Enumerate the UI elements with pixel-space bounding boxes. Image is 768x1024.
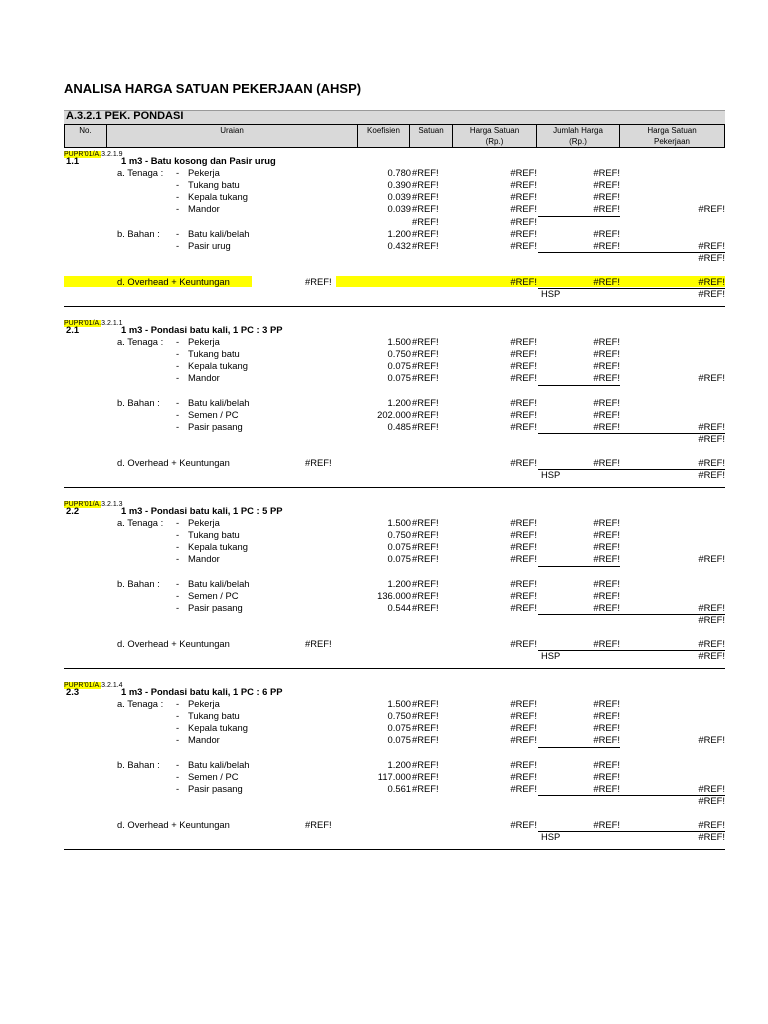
koefisien-value: 0.390 bbox=[387, 179, 411, 191]
jumlah-harga-value: #REF! bbox=[593, 758, 620, 770]
harga-satuan-value: #REF! bbox=[510, 529, 537, 541]
dash: - bbox=[176, 553, 180, 565]
overhead-harga: #REF! bbox=[510, 819, 537, 831]
bahan-label: b. Bahan : bbox=[117, 396, 160, 408]
dash: - bbox=[176, 203, 180, 215]
overhead-harga: #REF! bbox=[510, 276, 537, 287]
satuan-value: #REF! bbox=[412, 601, 439, 613]
hsp-rule bbox=[538, 469, 725, 470]
item-code-rest: 3.2.1.9 bbox=[101, 151, 123, 158]
harga-satuan-value: #REF! bbox=[510, 348, 537, 360]
satuan-value: #REF! bbox=[412, 336, 439, 348]
hsp-rule bbox=[538, 650, 725, 651]
resource-name: Pekerja bbox=[188, 336, 220, 348]
resource-name: Pasir pasang bbox=[188, 601, 243, 613]
harga-satuan-value: #REF! bbox=[510, 336, 537, 348]
overhead-total: #REF! bbox=[698, 457, 725, 469]
koefisien-value: 0.075 bbox=[387, 360, 411, 372]
koefisien-value: 136.000 bbox=[377, 589, 411, 601]
item-separator bbox=[64, 849, 725, 850]
harga-satuan-value: #REF! bbox=[510, 577, 537, 589]
header-no: No. bbox=[64, 124, 107, 148]
satuan-value: #REF! bbox=[412, 239, 439, 251]
jumlah-harga-value: #REF! bbox=[593, 601, 620, 613]
jumlah-harga-value: #REF! bbox=[593, 167, 620, 179]
resource-name: Pasir pasang bbox=[188, 782, 243, 794]
harga-satuan-value: #REF! bbox=[510, 420, 537, 432]
item-code-rest: 3.2.1.4 bbox=[101, 682, 123, 689]
koefisien-value: 1.200 bbox=[387, 396, 411, 408]
tenaga-label: a. Tenaga : bbox=[117, 698, 164, 710]
item-number: 2.2 bbox=[66, 505, 80, 516]
harga-satuan-value: #REF! bbox=[510, 734, 537, 746]
satuan-value: #REF! bbox=[412, 589, 439, 601]
harga-satuan-value: #REF! bbox=[510, 179, 537, 191]
jumlah-harga-value: #REF! bbox=[593, 239, 620, 251]
hsp-value: #REF! bbox=[698, 650, 725, 662]
subtotal-rule bbox=[538, 795, 725, 796]
resource-name: Tukang batu bbox=[188, 179, 240, 191]
hsp-value: #REF! bbox=[698, 831, 725, 843]
jumlah-harga-value: #REF! bbox=[593, 553, 620, 565]
jumlah-harga-value: #REF! bbox=[593, 517, 620, 529]
harga-satuan-value: #REF! bbox=[510, 360, 537, 372]
resource-name: Pasir pasang bbox=[188, 420, 243, 432]
resource-name: Batu kali/belah bbox=[188, 758, 250, 770]
item-number: 1.1 bbox=[66, 155, 80, 166]
resource-name: Kepala tukang bbox=[188, 360, 248, 372]
satuan-value: #REF! bbox=[412, 227, 439, 239]
koefisien-value: 0.075 bbox=[387, 734, 411, 746]
jumlah-harga-value: #REF! bbox=[593, 336, 620, 348]
dash: - bbox=[176, 191, 180, 203]
jumlah-harga-value: #REF! bbox=[593, 420, 620, 432]
harga-satuan-value: #REF! bbox=[510, 167, 537, 179]
koefisien-value: 0.544 bbox=[387, 601, 411, 613]
subtotal-rule bbox=[538, 216, 620, 217]
total-value: #REF! bbox=[698, 432, 725, 444]
hsp-rule bbox=[538, 288, 725, 289]
overhead-harga: #REF! bbox=[510, 638, 537, 650]
header-satuan: Satuan bbox=[410, 124, 453, 148]
overhead-percent: #REF! bbox=[305, 276, 332, 287]
overhead-label: d. Overhead + Keuntungan bbox=[117, 457, 230, 469]
koefisien-value: 1.500 bbox=[387, 698, 411, 710]
hsp-value: #REF! bbox=[698, 469, 725, 481]
jumlah-harga-value: #REF! bbox=[593, 529, 620, 541]
overhead-percent: #REF! bbox=[305, 638, 332, 650]
dash: - bbox=[176, 782, 180, 794]
satuan-value: #REF! bbox=[412, 191, 439, 203]
harga-satuan-value: #REF! bbox=[510, 227, 537, 239]
koefisien-value: 0.075 bbox=[387, 541, 411, 553]
dash: - bbox=[176, 710, 180, 722]
subtotal-tenaga: #REF! bbox=[698, 553, 725, 565]
item-code-highlight: PUPR'01/A. bbox=[64, 501, 102, 508]
resource-name: Mandor bbox=[188, 553, 220, 565]
overhead-total: #REF! bbox=[698, 819, 725, 831]
total-value: #REF! bbox=[698, 251, 725, 263]
jumlah-harga-value: #REF! bbox=[593, 396, 620, 408]
satuan-value: #REF! bbox=[412, 215, 439, 227]
resource-name: Tukang batu bbox=[188, 710, 240, 722]
satuan-value: #REF! bbox=[412, 698, 439, 710]
satuan-value: #REF! bbox=[412, 372, 439, 384]
harga-satuan-value: #REF! bbox=[510, 698, 537, 710]
dash: - bbox=[176, 336, 180, 348]
overhead-jumlah: #REF! bbox=[593, 457, 620, 469]
satuan-value: #REF! bbox=[412, 782, 439, 794]
satuan-value: #REF! bbox=[412, 529, 439, 541]
harga-satuan-value: #REF! bbox=[510, 601, 537, 613]
total-value: #REF! bbox=[698, 794, 725, 806]
koefisien-value: 1.500 bbox=[387, 517, 411, 529]
overhead-label: d. Overhead + Keuntungan bbox=[117, 819, 230, 831]
harga-satuan-value: #REF! bbox=[510, 408, 537, 420]
item-description: 1 m3 - Pondasi batu kali, 1 PC : 6 PP bbox=[121, 686, 283, 697]
jumlah-harga-value: #REF! bbox=[593, 191, 620, 203]
dash: - bbox=[176, 734, 180, 746]
hsp-label: HSP bbox=[541, 831, 561, 843]
subtotal-rule bbox=[538, 433, 725, 434]
resource-name: Mandor bbox=[188, 203, 220, 215]
dash: - bbox=[176, 541, 180, 553]
subtotal-rule bbox=[538, 747, 620, 748]
overhead-jumlah: #REF! bbox=[593, 638, 620, 650]
harga-satuan-value: #REF! bbox=[510, 758, 537, 770]
tenaga-label: a. Tenaga : bbox=[117, 336, 164, 348]
subtotal-rule bbox=[538, 252, 725, 253]
dash: - bbox=[176, 227, 180, 239]
tenaga-label: a. Tenaga : bbox=[117, 167, 164, 179]
dash: - bbox=[176, 179, 180, 191]
dash: - bbox=[176, 517, 180, 529]
header-uraian: Uraian bbox=[107, 124, 358, 148]
item-description: 1 m3 - Pondasi batu kali, 1 PC : 3 PP bbox=[121, 324, 283, 335]
satuan-value: #REF! bbox=[412, 360, 439, 372]
page-title: ANALISA HARGA SATUAN PEKERJAAN (AHSP) bbox=[64, 81, 362, 96]
dash: - bbox=[176, 420, 180, 432]
resource-name: Kepala tukang bbox=[188, 191, 248, 203]
jumlah-harga-value: #REF! bbox=[593, 203, 620, 215]
jumlah-harga-value: #REF! bbox=[593, 348, 620, 360]
item-description: 1 m3 - Batu kosong dan Pasir urug bbox=[121, 155, 276, 166]
koefisien-value: 1.200 bbox=[387, 577, 411, 589]
resource-name: Pasir urug bbox=[188, 239, 231, 251]
satuan-value: #REF! bbox=[412, 203, 439, 215]
koefisien-value: 0.750 bbox=[387, 348, 411, 360]
item-code-rest: 3.2.1.3 bbox=[101, 501, 123, 508]
tenaga-label: a. Tenaga : bbox=[117, 517, 164, 529]
resource-name: Mandor bbox=[188, 734, 220, 746]
resource-name: Batu kali/belah bbox=[188, 227, 250, 239]
koefisien-value: 0.075 bbox=[387, 553, 411, 565]
jumlah-harga-value: #REF! bbox=[593, 372, 620, 384]
koefisien-value: 0.485 bbox=[387, 420, 411, 432]
satuan-value: #REF! bbox=[412, 541, 439, 553]
jumlah-harga-value: #REF! bbox=[593, 782, 620, 794]
resource-name: Batu kali/belah bbox=[188, 396, 250, 408]
item-number: 2.1 bbox=[66, 324, 80, 335]
overhead-label: d. Overhead + Keuntungan bbox=[117, 638, 230, 650]
harga-satuan-value: #REF! bbox=[510, 517, 537, 529]
koefisien-value: 1.200 bbox=[387, 227, 411, 239]
subtotal-tenaga: #REF! bbox=[698, 203, 725, 215]
satuan-value: #REF! bbox=[412, 770, 439, 782]
hsp-label: HSP bbox=[541, 650, 561, 662]
header-harga-pekerjaan: Harga Satuan Pekerjaan bbox=[620, 124, 725, 148]
koefisien-value: 0.432 bbox=[387, 239, 411, 251]
harga-satuan-value: #REF! bbox=[510, 710, 537, 722]
resource-name: Kepala tukang bbox=[188, 722, 248, 734]
jumlah-harga-value: #REF! bbox=[593, 770, 620, 782]
bahan-label: b. Bahan : bbox=[117, 577, 160, 589]
jumlah-harga-value: #REF! bbox=[593, 541, 620, 553]
overhead-total: #REF! bbox=[698, 638, 725, 650]
hsp-value: #REF! bbox=[698, 288, 725, 300]
overhead-label: d. Overhead + Keuntungan bbox=[117, 276, 230, 287]
harga-satuan-value: #REF! bbox=[510, 215, 537, 227]
satuan-value: #REF! bbox=[412, 734, 439, 746]
dash: - bbox=[176, 722, 180, 734]
resource-name: Pekerja bbox=[188, 517, 220, 529]
satuan-value: #REF! bbox=[412, 710, 439, 722]
satuan-value: #REF! bbox=[412, 758, 439, 770]
item-code-highlight: PUPR'01/A. bbox=[64, 151, 102, 158]
item-separator bbox=[64, 668, 725, 669]
jumlah-harga-value: #REF! bbox=[593, 577, 620, 589]
dash: - bbox=[176, 529, 180, 541]
header-jumlah-harga: Jumlah Harga (Rp.) bbox=[537, 124, 620, 148]
item-description: 1 m3 - Pondasi batu kali, 1 PC : 5 PP bbox=[121, 505, 283, 516]
overhead-jumlah: #REF! bbox=[593, 276, 620, 287]
subtotal-rule bbox=[538, 385, 620, 386]
bahan-label: b. Bahan : bbox=[117, 758, 160, 770]
subtotal-rule bbox=[538, 566, 620, 567]
jumlah-harga-value: #REF! bbox=[593, 360, 620, 372]
jumlah-harga-value: #REF! bbox=[593, 408, 620, 420]
harga-satuan-value: #REF! bbox=[510, 239, 537, 251]
jumlah-harga-value: #REF! bbox=[593, 698, 620, 710]
subtotal-bahan: #REF! bbox=[698, 782, 725, 794]
koefisien-value: 0.780 bbox=[387, 167, 411, 179]
overhead-total: #REF! bbox=[698, 276, 725, 287]
jumlah-harga-value: #REF! bbox=[593, 734, 620, 746]
bahan-label: b. Bahan : bbox=[117, 227, 160, 239]
koefisien-value: 0.750 bbox=[387, 710, 411, 722]
satuan-value: #REF! bbox=[412, 553, 439, 565]
section-title: A.3.2.1 PEK. PONDASI bbox=[66, 110, 184, 122]
resource-name: Tukang batu bbox=[188, 348, 240, 360]
satuan-value: #REF! bbox=[412, 408, 439, 420]
item-separator bbox=[64, 487, 725, 488]
koefisien-value: 202.000 bbox=[377, 408, 411, 420]
dash: - bbox=[176, 167, 180, 179]
koefisien-value: 0.561 bbox=[387, 782, 411, 794]
overhead-percent: #REF! bbox=[305, 819, 332, 831]
subtotal-rule bbox=[538, 614, 725, 615]
koefisien-value: 1.200 bbox=[387, 758, 411, 770]
dash: - bbox=[176, 601, 180, 613]
koefisien-value: 0.750 bbox=[387, 529, 411, 541]
satuan-value: #REF! bbox=[412, 420, 439, 432]
harga-satuan-value: #REF! bbox=[510, 541, 537, 553]
dash: - bbox=[176, 396, 180, 408]
dash: - bbox=[176, 239, 180, 251]
satuan-value: #REF! bbox=[412, 577, 439, 589]
resource-name: Semen / PC bbox=[188, 408, 239, 420]
harga-satuan-value: #REF! bbox=[510, 191, 537, 203]
header-harga-satuan: Harga Satuan (Rp.) bbox=[453, 124, 537, 148]
subtotal-tenaga: #REF! bbox=[698, 372, 725, 384]
item-separator bbox=[64, 306, 725, 307]
resource-name: Mandor bbox=[188, 372, 220, 384]
satuan-value: #REF! bbox=[412, 396, 439, 408]
jumlah-harga-value: #REF! bbox=[593, 722, 620, 734]
dash: - bbox=[176, 577, 180, 589]
overhead-harga: #REF! bbox=[510, 457, 537, 469]
total-value: #REF! bbox=[698, 613, 725, 625]
satuan-value: #REF! bbox=[412, 517, 439, 529]
item-code-highlight: PUPR'01/A. bbox=[64, 682, 102, 689]
jumlah-harga-value: #REF! bbox=[593, 710, 620, 722]
koefisien-value: 0.039 bbox=[387, 191, 411, 203]
resource-name: Kepala tukang bbox=[188, 541, 248, 553]
harga-satuan-value: #REF! bbox=[510, 203, 537, 215]
item-code-rest: 3.2.1.1 bbox=[101, 320, 123, 327]
dash: - bbox=[176, 408, 180, 420]
hsp-label: HSP bbox=[541, 469, 561, 481]
koefisien-value: 1.500 bbox=[387, 336, 411, 348]
satuan-value: #REF! bbox=[412, 722, 439, 734]
koefisien-value: 117.000 bbox=[377, 770, 411, 782]
dash: - bbox=[176, 770, 180, 782]
harga-satuan-value: #REF! bbox=[510, 372, 537, 384]
resource-name: Pekerja bbox=[188, 167, 220, 179]
resource-name: Semen / PC bbox=[188, 589, 239, 601]
jumlah-harga-value: #REF! bbox=[593, 179, 620, 191]
header-koefisien: Koefisien bbox=[358, 124, 410, 148]
harga-satuan-value: #REF! bbox=[510, 553, 537, 565]
item-code-highlight: PUPR'01/A. bbox=[64, 320, 102, 327]
subtotal-bahan: #REF! bbox=[698, 601, 725, 613]
hsp-label: HSP bbox=[541, 288, 561, 300]
koefisien-value: 0.075 bbox=[387, 372, 411, 384]
jumlah-harga-value: #REF! bbox=[593, 227, 620, 239]
resource-name: Semen / PC bbox=[188, 770, 239, 782]
dash: - bbox=[176, 589, 180, 601]
dash: - bbox=[176, 360, 180, 372]
subtotal-tenaga: #REF! bbox=[698, 734, 725, 746]
satuan-value: #REF! bbox=[412, 179, 439, 191]
harga-satuan-value: #REF! bbox=[510, 770, 537, 782]
harga-satuan-value: #REF! bbox=[510, 722, 537, 734]
resource-name: Pekerja bbox=[188, 698, 220, 710]
satuan-value: #REF! bbox=[412, 167, 439, 179]
resource-name: Tukang batu bbox=[188, 529, 240, 541]
harga-satuan-value: #REF! bbox=[510, 589, 537, 601]
item-number: 2.3 bbox=[66, 686, 80, 697]
hsp-rule bbox=[538, 831, 725, 832]
resource-name: Batu kali/belah bbox=[188, 577, 250, 589]
dash: - bbox=[176, 348, 180, 360]
koefisien-value: 0.075 bbox=[387, 722, 411, 734]
jumlah-harga-value: #REF! bbox=[593, 589, 620, 601]
overhead-jumlah: #REF! bbox=[593, 819, 620, 831]
dash: - bbox=[176, 698, 180, 710]
satuan-value: #REF! bbox=[412, 348, 439, 360]
dash: - bbox=[176, 758, 180, 770]
dash: - bbox=[176, 372, 180, 384]
harga-satuan-value: #REF! bbox=[510, 396, 537, 408]
koefisien-value: 0.039 bbox=[387, 203, 411, 215]
subtotal-bahan: #REF! bbox=[698, 239, 725, 251]
harga-satuan-value: #REF! bbox=[510, 782, 537, 794]
subtotal-bahan: #REF! bbox=[698, 420, 725, 432]
overhead-percent: #REF! bbox=[305, 457, 332, 469]
